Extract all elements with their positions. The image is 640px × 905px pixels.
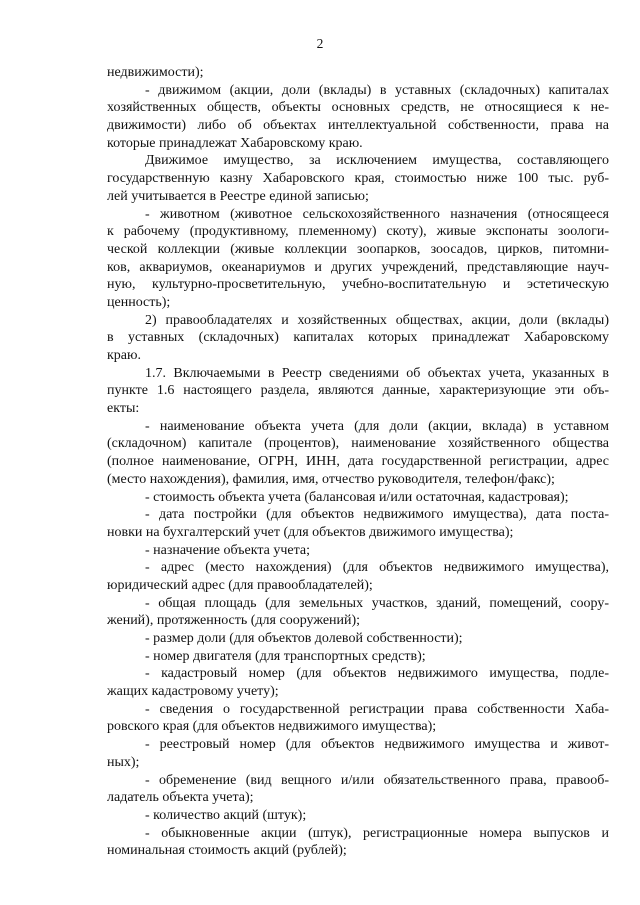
text-line: 1.7. Включаемыми в Реестр сведениями об объектах учета, указанных в (145, 365, 609, 381)
text-line: хозяйственных обществ, объекты основных средств, не относящиеся к не- (107, 100, 609, 116)
text-line: - наименование объекта учета (для доли (акции, вклада) в уставном (145, 418, 609, 434)
text-line: - животном (животное сельскохозяйственного назначения (относящееся (145, 206, 609, 222)
text-line: - общая площадь (для земельных участков, зданий, помещений, соору- (145, 595, 609, 611)
page-number: 2 (316, 36, 324, 51)
text-line: государственную казну Хабаровского края, стоимостью ниже 100 тыс. руб- (107, 171, 609, 187)
text-line: которые принадлежат Хабаровскому краю. (107, 135, 363, 151)
text-line: пункте 1.6 настоящего раздела, являются данные, характеризующие эти объ- (107, 383, 609, 399)
text-line: - номер двигателя (для транспортных средств); (145, 648, 426, 664)
text-line: - движимом (акции, доли (вклады) в уставных (складочных) капиталах (145, 82, 609, 98)
text-line: - количество акций (штук); (145, 807, 307, 823)
text-line: жений), протяженность (для сооружений); (107, 613, 361, 629)
text-line: (место нахождения), фамилия, имя, отчество руководителя, телефон/факс); (107, 471, 555, 487)
text-line: - обременение (вид вещного и/или обязательственного права, правооб- (145, 772, 609, 788)
text-line: Движимое имущество, за исключением имущества, составляющего (145, 153, 609, 169)
text-line: краю. (107, 348, 141, 363)
text-line: - обыкновенные акции (штук), регистрационные номера выпусков и (145, 825, 609, 841)
text-line: екты: (107, 401, 140, 417)
text-line: (складочном) капитале (процентов), наименование хозяйственного общества (107, 436, 609, 452)
text-line: к рабочему (продуктивному, племенному) скоту), живые экспонаты зоологи- (107, 224, 609, 240)
text-line: ценность); (107, 294, 171, 310)
text-line: - назначение объекта учета; (145, 542, 310, 558)
text-line: (полное наименование, ОГРН, ИНН, дата государственной регистрации, адрес (107, 454, 609, 470)
text-line: - сведения о государственной регистрации права собственности Хаба- (145, 701, 609, 717)
text-line: недвижимости); (107, 65, 204, 80)
body-text (107, 64, 609, 860)
text-line: ческой коллекции (живые коллекции зоопарков, зоосадов, цирков, питомни- (107, 241, 609, 257)
text-line: ков, аквариумов, океанариумов и других учреждений, представляющие науч- (107, 259, 609, 275)
text-line: ладатель объекта учета); (107, 790, 254, 806)
text-line: - дата постройки (для объектов недвижимого имущества), дата поста- (145, 507, 609, 523)
text-line: ную, культурно-просветительную, учебно-воспитательную и эстетическую (107, 277, 609, 293)
text-line: ных); (107, 754, 140, 770)
text-line: в уставных (складочных) капиталах которых принадлежат Хабаровскому (107, 330, 609, 346)
text-line: движимости) либо об объектах интеллектуальной собственности, права на (107, 118, 609, 134)
text-line: юридический адрес (для правообладателей); (107, 577, 373, 593)
text-line: - стоимость объекта учета (балансовая и/или остаточная, кадастровая); (145, 489, 569, 505)
text-line: - кадастровый номер (для объектов недвижимого имущества, подле- (145, 666, 609, 682)
text-line: новки на бухгалтерский учет (для объектов движимого имущества); (107, 524, 514, 540)
text-line: 2) правообладателях и хозяйственных обществах, акции, доли (вклады) (145, 312, 609, 328)
text-line: - адрес (место нахождения) (для объектов недвижимого имущества), (145, 560, 609, 576)
text-line: лей учитывается в Реестре единой записью; (107, 188, 369, 204)
text-line: - реестровый номер (для объектов недвижимого имущества и живот- (145, 737, 609, 753)
text-line: ровского края (для объектов недвижимого имущества); (107, 719, 437, 735)
text-line: жащих кадастровому учету); (107, 684, 279, 700)
text-line: - размер доли (для объектов долевой собственности); (145, 631, 463, 646)
text-line: номинальная стоимость акций (рублей); (107, 843, 347, 859)
